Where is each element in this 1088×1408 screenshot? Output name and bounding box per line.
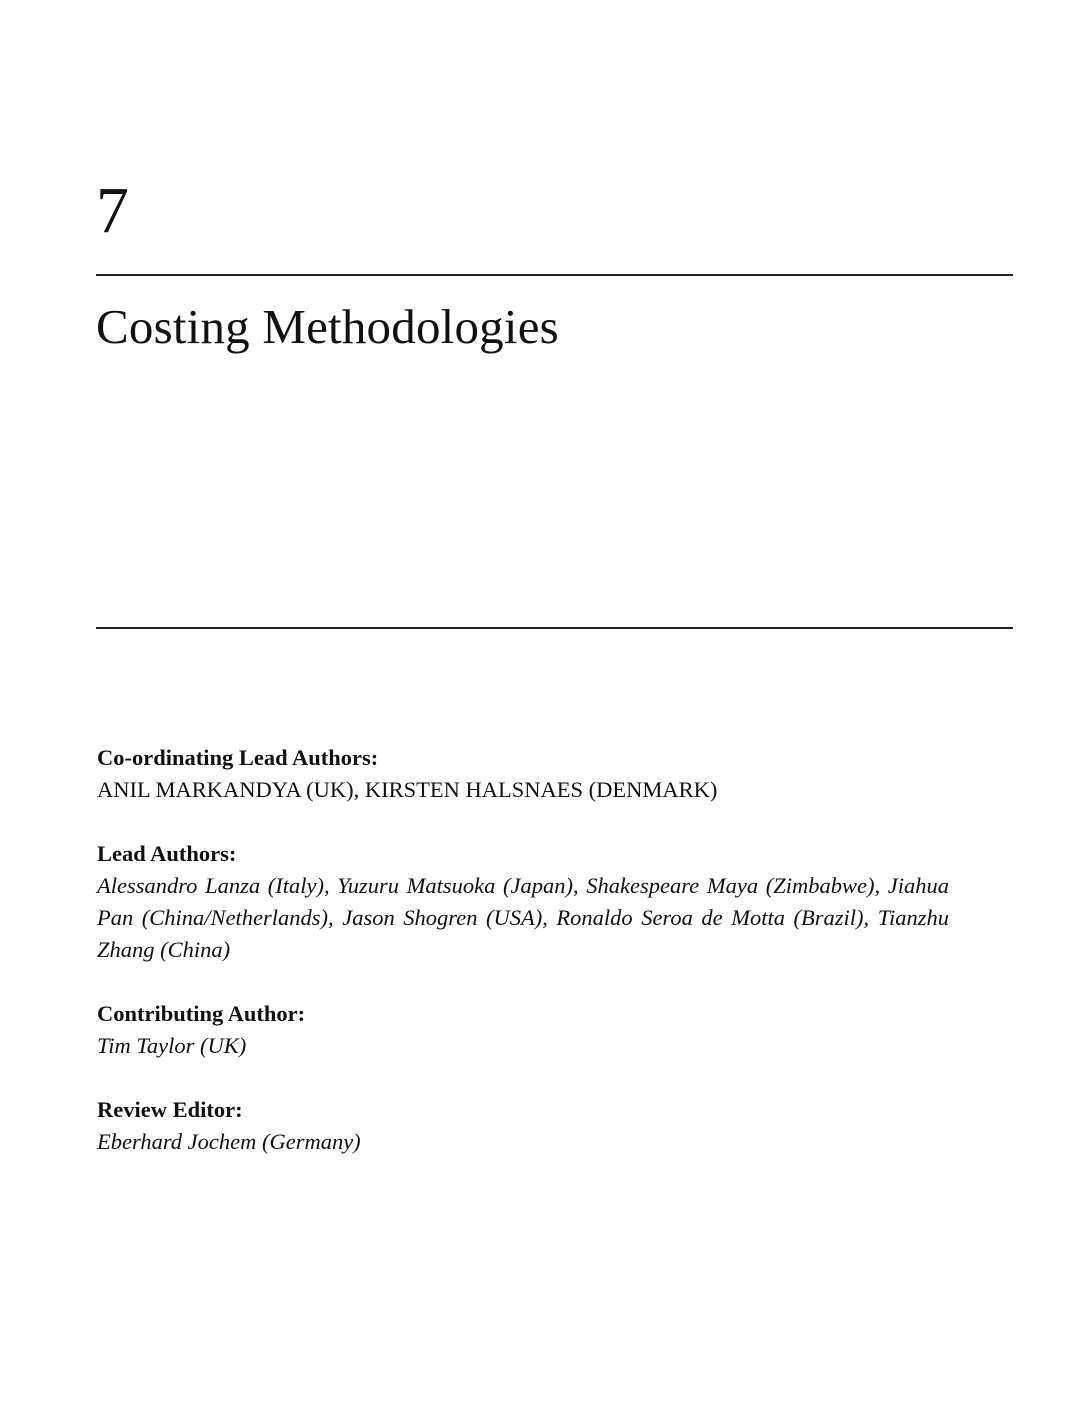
chapter-number: 7 <box>96 174 129 247</box>
lead-authors-section <box>97 838 949 966</box>
review-editor-heading: Review Editor: <box>97 1097 243 1122</box>
coordinating-lead-authors-section <box>97 742 949 806</box>
lead-authors-names: Alessandro Lanza (Italy), Yuzuru Matsuoka (Japan), Shakespeare Maya (Zimbabwe), Jiahua Pan (China/Netherlands), Jason Shogren (USA), Ronaldo Seroa de Motta (Brazil), Tianzhu Zhang (China) <box>97 873 949 962</box>
coordinating-lead-authors-names: ANIL MARKANDYA (UK), KIRSTEN HALSNAES (DENMARK) <box>97 777 718 802</box>
contributing-author-names: Tim Taylor (UK) <box>97 1033 247 1058</box>
top-divider <box>96 274 1013 276</box>
review-editor-names: Eberhard Jochem (Germany) <box>97 1129 361 1154</box>
contributing-author-section <box>97 998 949 1062</box>
bottom-divider <box>96 627 1013 629</box>
contributing-author-heading: Contributing Author: <box>97 1001 306 1026</box>
review-editor-section <box>97 1094 949 1158</box>
chapter-title: Costing Methodologies <box>96 299 559 354</box>
lead-authors-heading: Lead Authors: <box>97 841 237 866</box>
coordinating-lead-authors-heading: Co-ordinating Lead Authors: <box>97 745 379 770</box>
